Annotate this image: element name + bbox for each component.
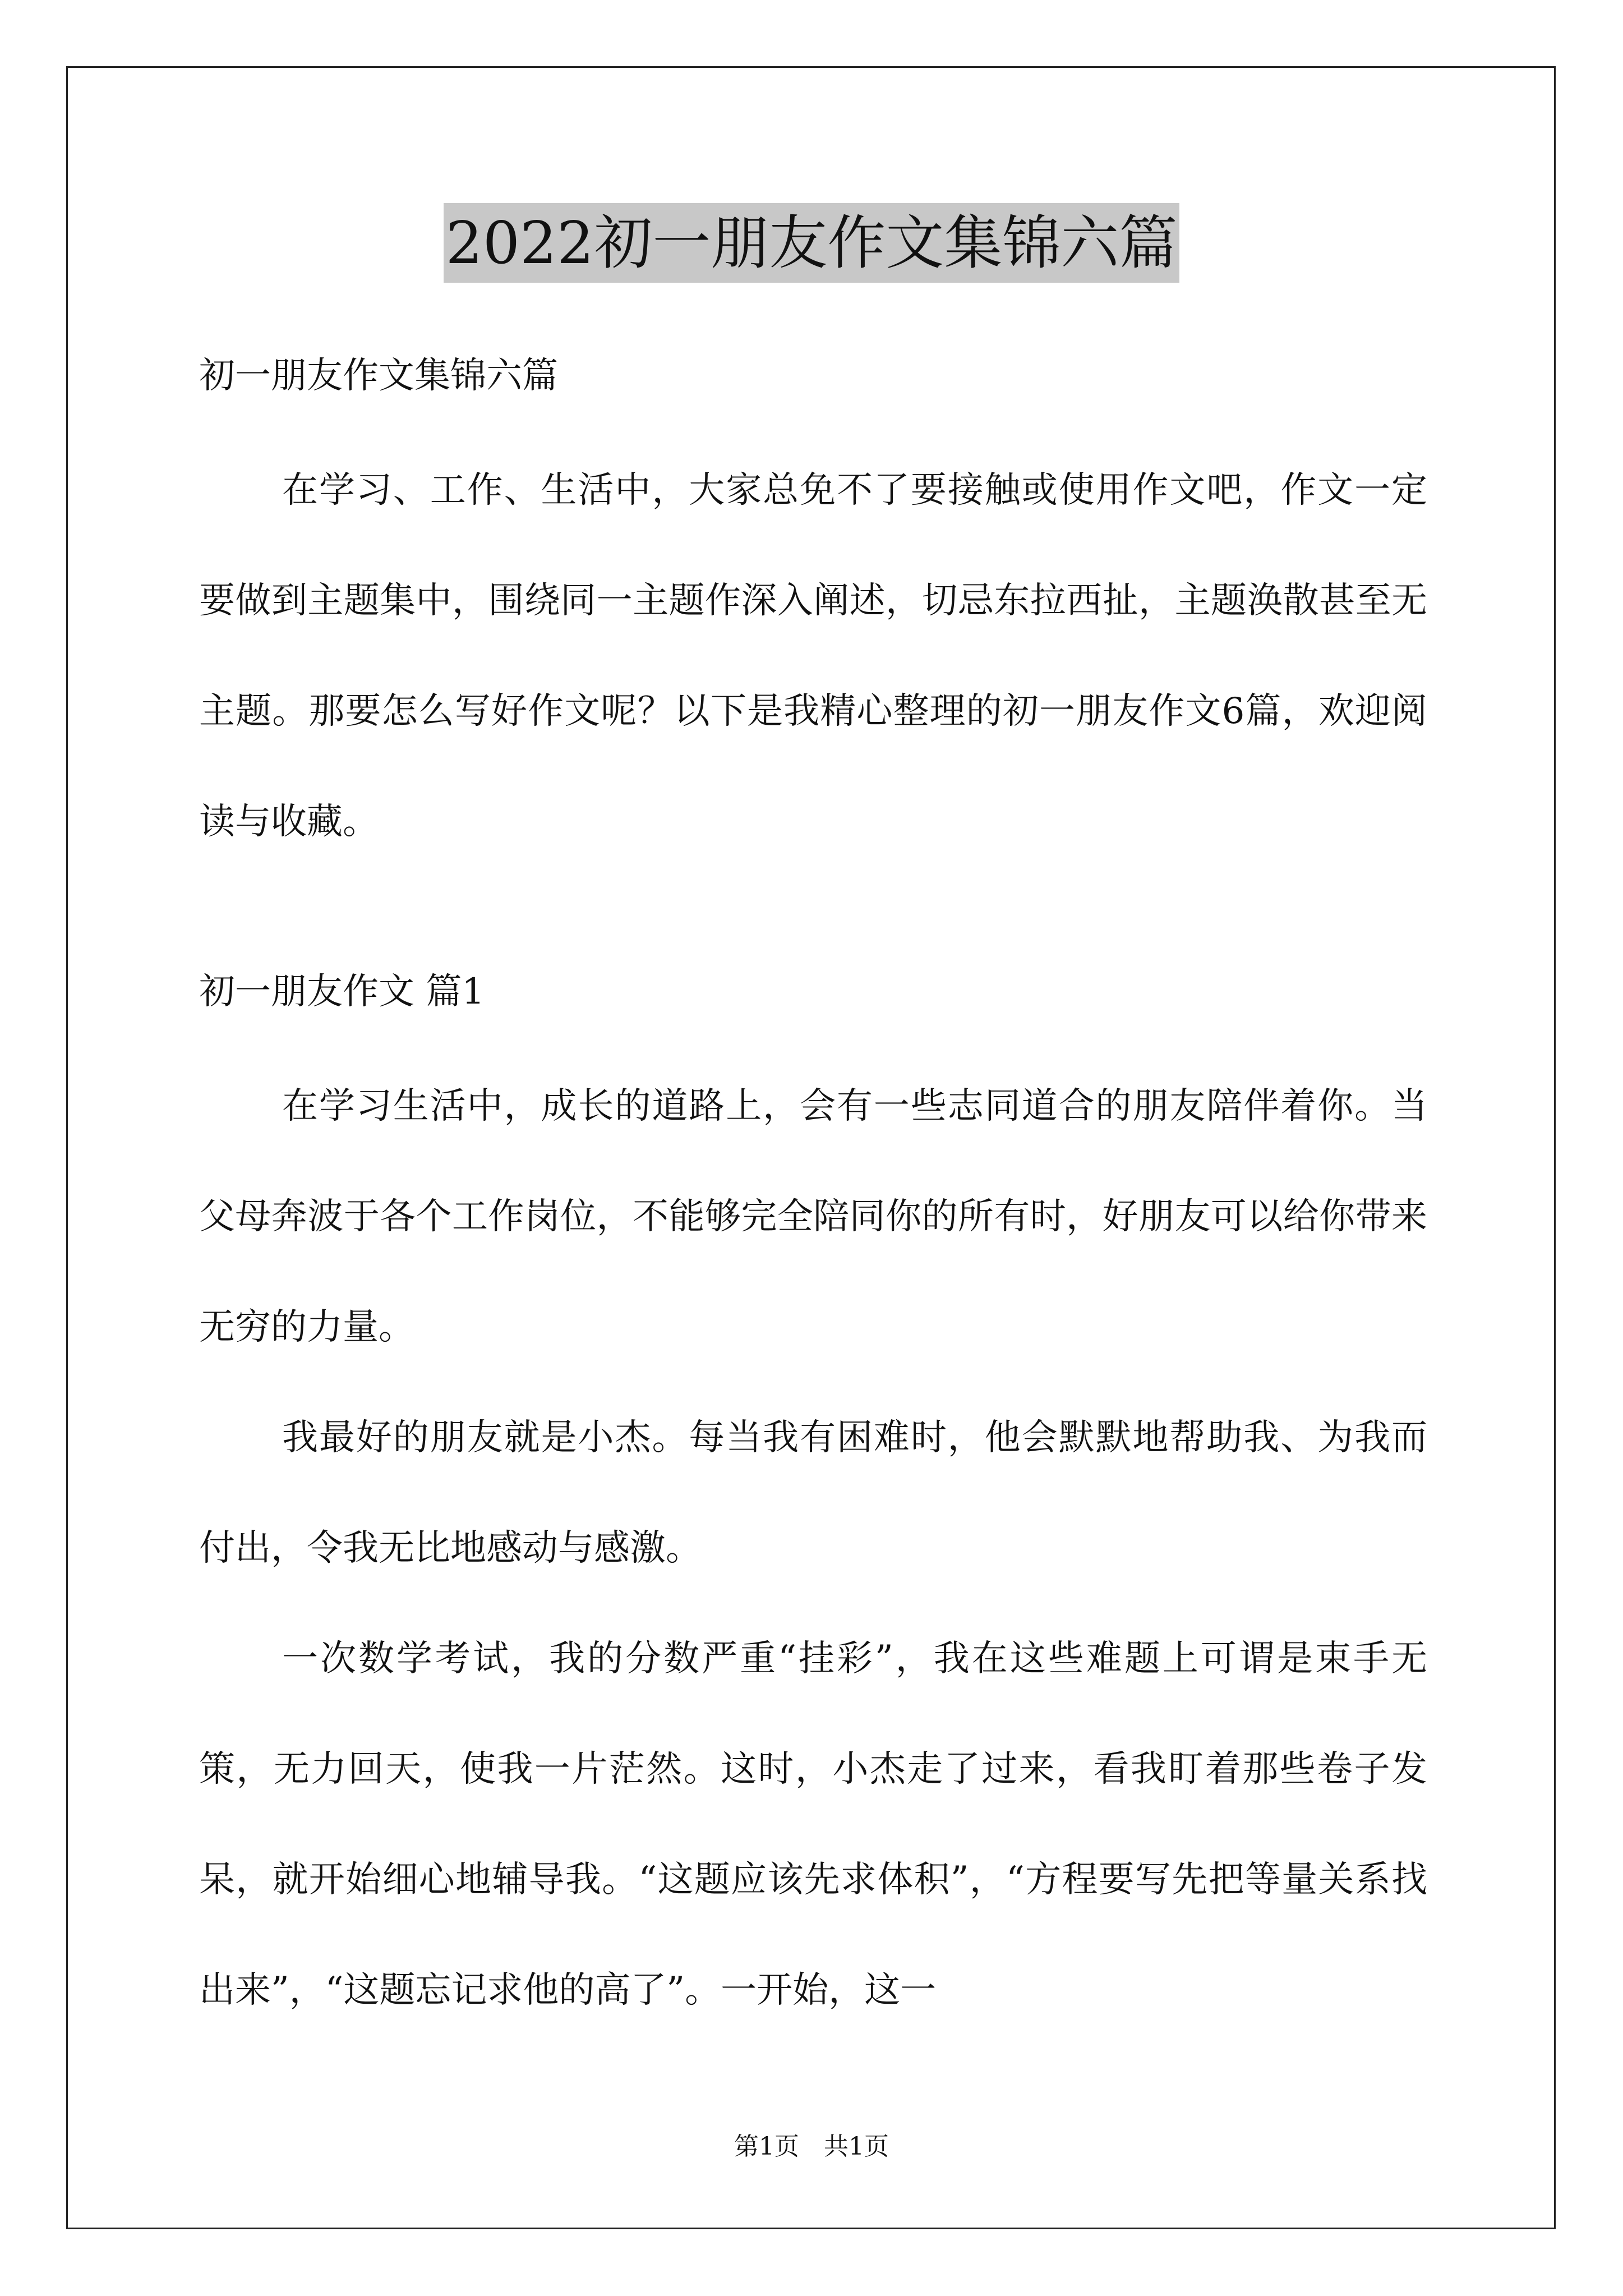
body-paragraph: 我最好的朋友就是小杰。每当我有困难时，他会默默地帮助我、为我而付出，令我无比地感动与感激。 xyxy=(199,1417,1427,1569)
document-body xyxy=(199,348,1427,2046)
intro-paragraph: 在学习、工作、生活中，大家总免不了要接触或使用作文吧，作文一定要做到主题集中，围绕同一主题作深入阐述，切忌东拉西扯，主题涣散甚至无主题。那要怎么写好作文呢？以下是我精心整理的初一朋友作文6篇，欢迎阅读与收藏。 xyxy=(199,470,1427,843)
title-container xyxy=(0,203,1623,283)
section-heading: 初一朋友作文 篇1 xyxy=(199,971,485,1013)
document-title: 2022初一朋友作文集锦六篇 xyxy=(444,203,1180,283)
page-footer: 第1页 共1页 xyxy=(734,2132,889,2161)
document-subtitle: 初一朋友作文集锦六篇 xyxy=(199,355,558,397)
body-paragraph: 在学习生活中，成长的道路上，会有一些志同道合的朋友陪伴着你。当父母奔波于各个工作岗位，不能够完全陪同你的所有时，好朋友可以给你带来无穷的力量。 xyxy=(199,1085,1427,1348)
body-paragraph: 一次数学考试，我的分数严重“挂彩”，我在这些难题上可谓是束手无策，无力回天，使我一片茫然。这时，小杰走了过来，看我盯着那些卷子发呆，就开始细心地辅导我。“这题应该先求体积”，“方程要写先把等量关系找出来”，“这题忘记求他的高了”。一开始，这一 xyxy=(199,1638,1427,2011)
